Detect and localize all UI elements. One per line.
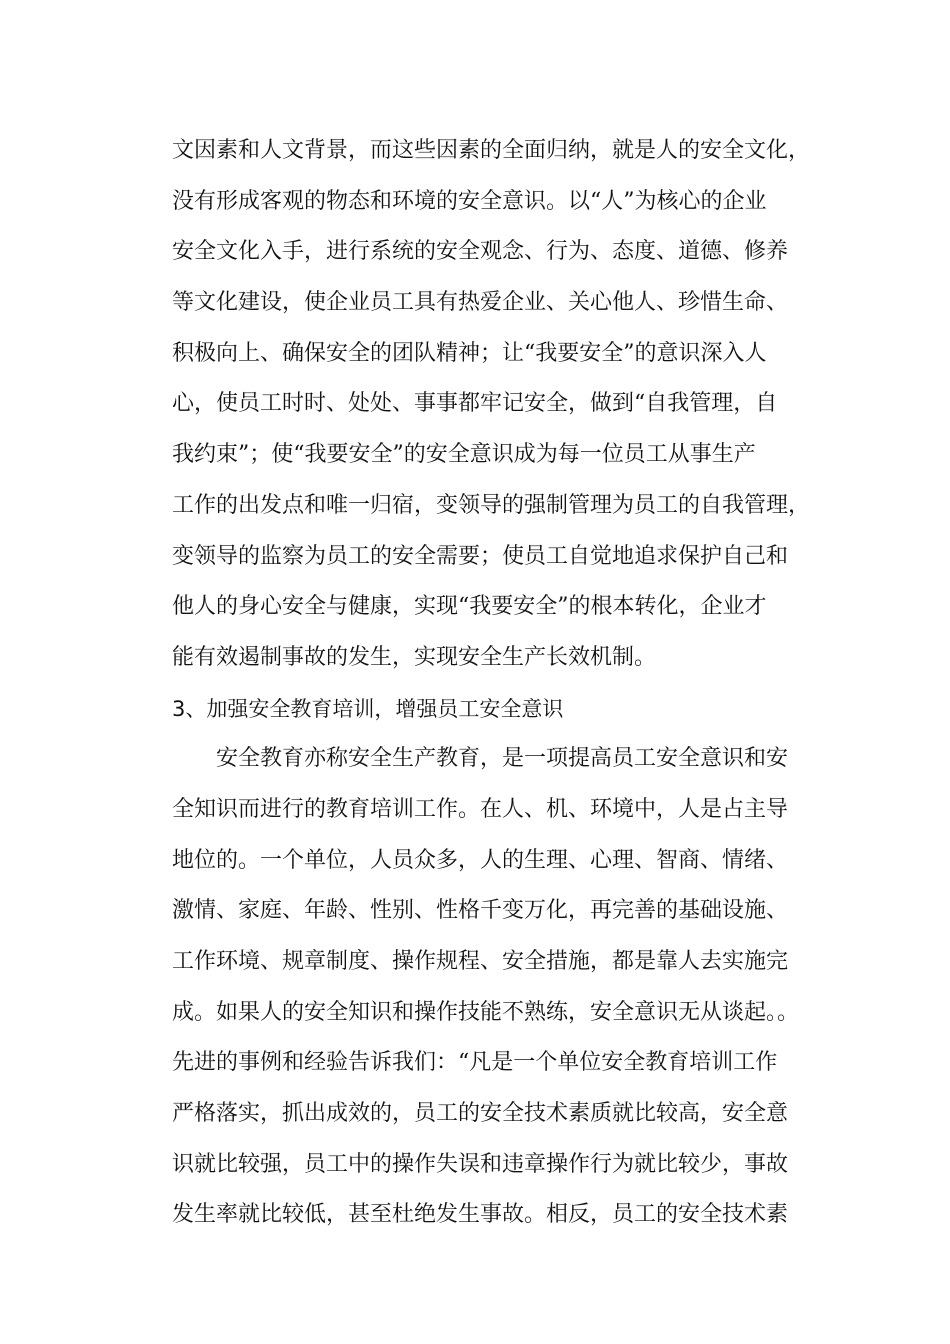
section-heading: 3、加强安全教育培训，增强员工安全意识	[172, 696, 564, 721]
paragraph-1-line: 没有形成客观的物态和环境的安全意识。以“人”为核心的企业	[172, 188, 767, 214]
paragraph-2-line: 全知识而进行的教育培训工作。在人、机、环境中，人是占主导	[172, 796, 789, 822]
paragraph-1-line: 文因素和人文背景，而这些因素的全面归纳，就是人的安全文化，	[172, 138, 811, 163]
paragraph-2-line: 地位的。一个单位，人员众多，人的生理、心理、智商、情绪、	[172, 847, 789, 873]
paragraph-1-line: 安全文化入手，进行系统的安全观念、行为、态度、道德、修养	[172, 239, 789, 265]
paragraph-1-line: 工作的出发点和唯一归宿，变领导的强制管理为员工的自我管理，	[172, 492, 811, 518]
paragraph-2-line: 先进的事例和经验告诉我们：“凡是一个单位安全教育培训工作	[172, 1050, 778, 1076]
paragraph-2-line: 识就比较强，员工中的操作失误和违章操作行为就比较少，事故	[172, 1151, 789, 1177]
paragraph-1-line: 心，使员工时时、处处、事事都牢记安全，做到“自我管理，自	[172, 391, 778, 417]
paragraph-1-line: 他人的身心安全与健康，实现“我要安全”的根本转化，企业才	[172, 594, 767, 620]
paragraph-1-line: 积极向上、确保安全的团队精神；让“我要安全”的意识深入人	[172, 340, 767, 366]
paragraph-2-line: 工作环境、规章制度、操作规程、安全措施，都是靠人去实施完	[172, 949, 789, 974]
paragraph-1-line: 等文化建设，使企业员工具有热爱企业、关心他人、珍惜生命、	[172, 290, 789, 316]
paragraph-2-line: 安全教育亦称安全生产教育，是一项提高员工安全意识和安	[216, 746, 789, 772]
paragraph-2-line: 严格落实，抓出成效的，员工的安全技术素质就比较高，安全意	[172, 1101, 789, 1127]
paragraph-2-line: 发生率就比较低，甚至杜绝发生事故。相反，员工的安全技术素	[172, 1202, 789, 1228]
paragraph-1-line: 我约束”；使“我要安全”的安全意识成为每一位员工从事生产	[172, 442, 756, 468]
paragraph-2-line: 成。如果人的安全知识和操作技能不熟练，安全意识无从谈起。。	[172, 999, 800, 1025]
paragraph-2-line: 激情、家庭、年龄、性别、性格千变万化，再完善的基础设施、	[172, 898, 789, 924]
body-text	[172, 126, 812, 1241]
paragraph-1-line: 能有效遏制事故的发生，实现安全生产长效机制。	[172, 644, 657, 670]
paragraph-1-line: 变领导的监察为员工的安全需要；使员工自觉地追求保护自己和	[172, 543, 789, 569]
